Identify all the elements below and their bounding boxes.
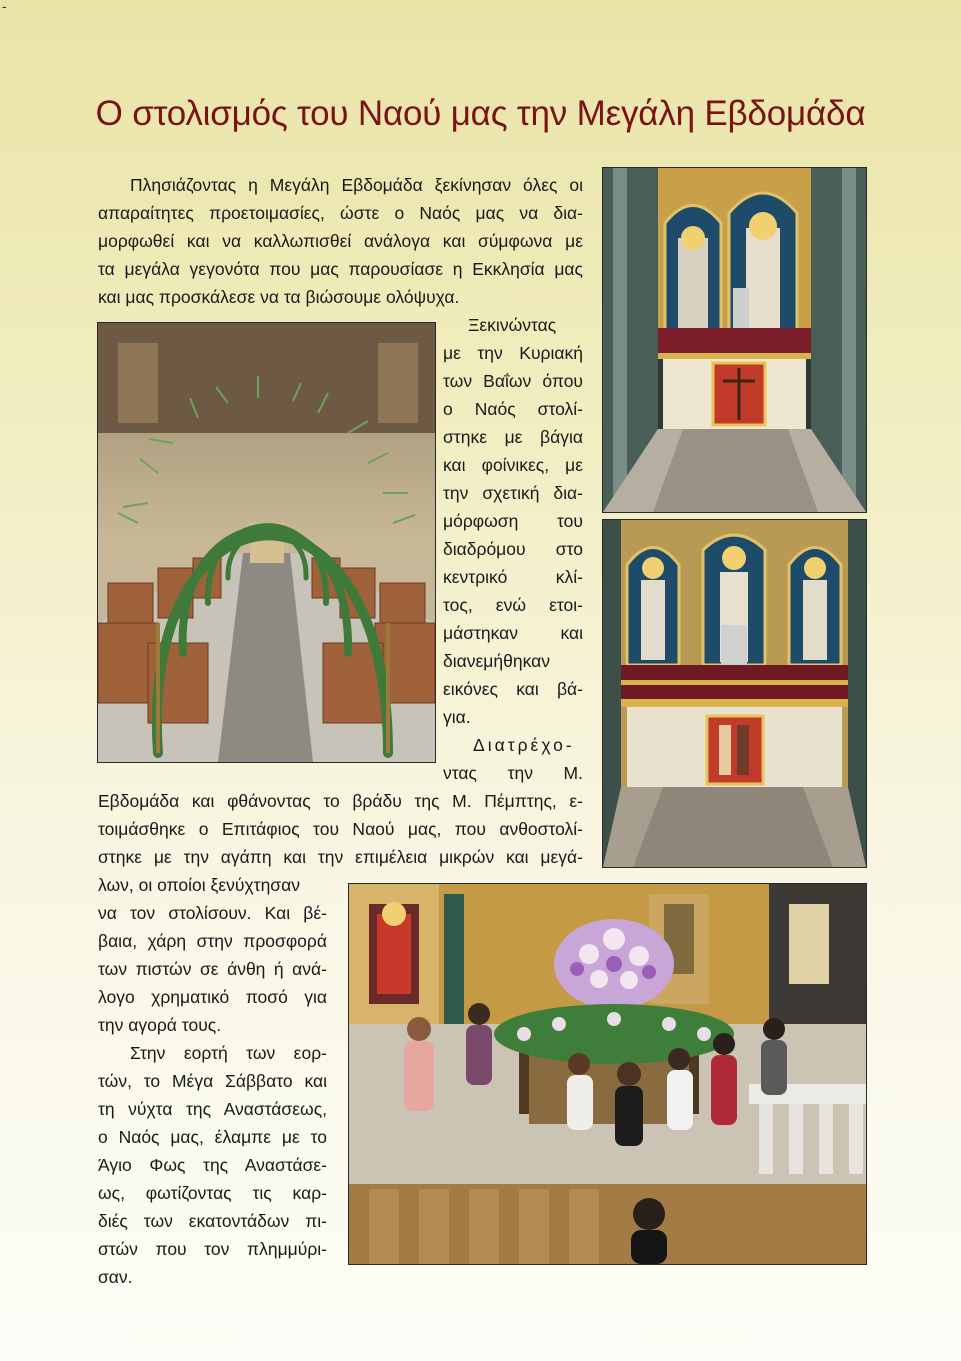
text-line: τοιμάσθηκε ο Επιτάφιος του Ναού μας, που ανθοστολί-: [98, 819, 583, 839]
text-line: στηκε με βάγια: [443, 427, 583, 447]
text-line: στηκε με την αγάπη και την επιμέλεια μικρών και μεγά-: [98, 847, 583, 867]
text-line: εικόνες και βά-: [443, 679, 583, 699]
text-line: τών, το Μέγα Σάββατο και: [98, 1071, 327, 1091]
text-line: σαν.: [98, 1267, 133, 1287]
text-line: και μας προσκάλεσε να τα βιώσουμε ολόψυχα.: [98, 287, 460, 307]
text-line: τη νύχτα της Αναστάσεως,: [98, 1099, 327, 1119]
text-line: για.: [443, 707, 471, 727]
text-line: την σχετική δια-: [443, 483, 583, 503]
text-line: διές των εκατοντάδων πι-: [98, 1211, 327, 1231]
text-line: ντας την Μ.: [443, 763, 583, 783]
text-line: Άγιο Φως της Αναστάσε-: [98, 1155, 327, 1175]
text-line: βαια, χάρη στην προσφορά: [98, 931, 327, 951]
text-line: με την Κυριακή: [443, 343, 583, 363]
text-line: διαδρόμου στο: [443, 539, 583, 559]
altar-photo-1: [602, 167, 867, 513]
text-line: μόρφωση του: [443, 511, 583, 531]
text-line: ο Ναός στολί-: [443, 399, 583, 419]
text-line: τα μεγάλα γεγονότα που μας παρουσίασε η Εκκλησία μας: [98, 259, 583, 279]
corner-mark: -: [2, 0, 7, 14]
text-line: λων, οι οποίοι ξενύχτησαν: [98, 875, 300, 895]
text-line: των Βαΐων όπου: [443, 371, 583, 391]
text-line: των πιστών σε άνθη ή ανά-: [98, 959, 327, 979]
text-line: Στην εορτή των εορ-: [130, 1043, 327, 1063]
text-line: στών που τον πλημμύρι-: [98, 1239, 327, 1259]
text-line: λογο χρηματικό ποσό για: [98, 987, 327, 1007]
text-line: μορφωθεί και να καλλωπισθεί ανάλογα και σύμφωνα με: [98, 231, 583, 251]
text-line: Εβδομάδα και φθάνοντας το βράδυ της Μ. Πέμπτης, ε-: [98, 791, 583, 811]
text-line: Διατρέχο-: [473, 735, 575, 755]
altar-photo-2: [602, 519, 867, 868]
text-line: να τον στολίσουν. Και βέ-: [98, 903, 327, 923]
text-line: μάστηκαν και: [443, 623, 583, 643]
text-line: ως, φωτίζοντας τις καρ-: [98, 1183, 327, 1203]
text-line: ο Ναός μας, έλαμπε με το: [98, 1127, 327, 1147]
epitaph-decoration-photo: [348, 883, 867, 1265]
text-line: κεντρικό κλί-: [443, 567, 583, 587]
text-line: την αγορά τους.: [98, 1015, 222, 1035]
text-line: διανεμήθηκαν: [443, 651, 550, 671]
text-line: Ξεκινώντας: [468, 315, 557, 335]
article-title: Ο στολισμός του Ναού μας την Μεγάλη Εβδομάδα: [95, 94, 866, 133]
text-line: τος, ενώ ετοι-: [443, 595, 583, 615]
text-line: Πλησιάζοντας η Μεγάλη Εβδομάδα ξεκίνησαν όλες οι: [130, 175, 583, 195]
text-line: και φοίνικες, με: [443, 455, 583, 475]
text-line: απαραίτητες προετοιμασίες, ώστε ο Ναός μας να δια-: [98, 203, 583, 223]
palm-arches-photo: [97, 322, 436, 763]
